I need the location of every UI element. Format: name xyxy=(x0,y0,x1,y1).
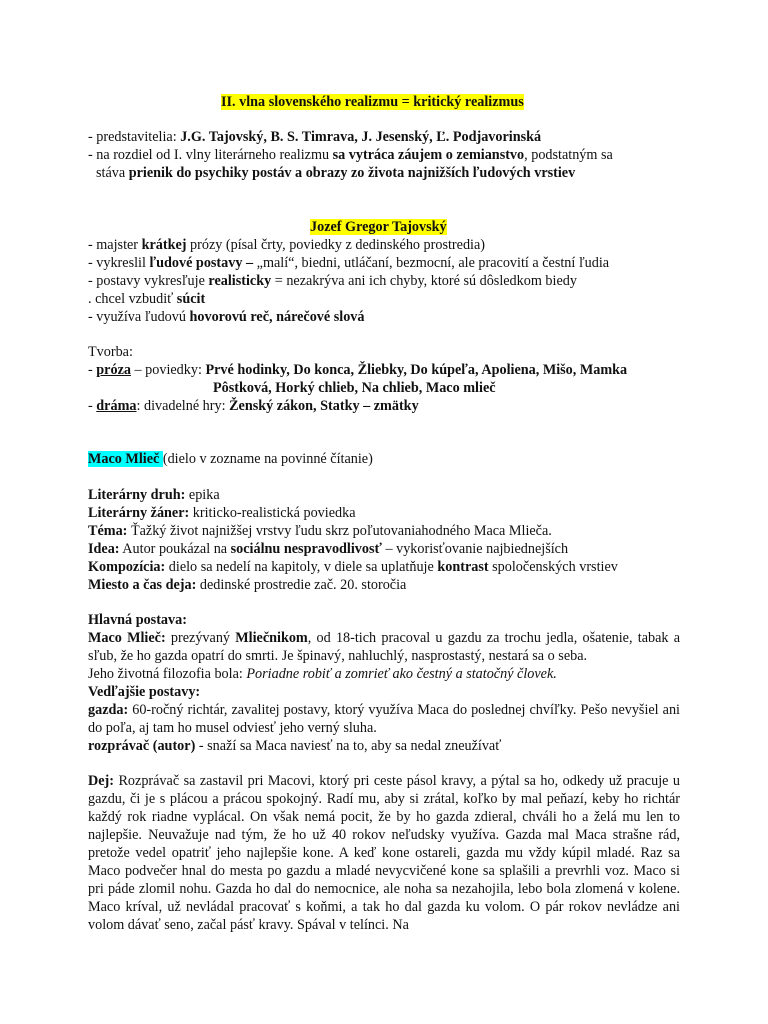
tajovsky-point-1: - majster krátkej prózy (písal črty, poviedky z dedinského prostredia) xyxy=(88,237,486,253)
tvorba-drama: - dráma: divadelné hry: Ženský zákon, Statky – zmätky xyxy=(88,398,419,414)
representatives-line: - predstavitelia: J.G. Tajovský, B. S. Timrava, J. Jesenský, Ľ. Podjavorinská xyxy=(88,129,542,145)
literarny-druh: Literárny druh: epika xyxy=(88,487,220,503)
hlavna-postava-heading: Hlavná postava: xyxy=(88,612,187,628)
kompozicia: Kompozícia: dielo sa nedelí na kapitoly, v diele sa uplatňuje kontrast spoločenských vrstiev xyxy=(88,559,618,575)
maco-philosophy: Jeho životná filozofia bola: Poriadne robiť a zomrieť ako čestný a statočný človek. xyxy=(88,666,557,682)
tvorba-heading: Tvorba: xyxy=(88,344,133,360)
tajovsky-point-5: - využíva ľudovú hovorovú reč, nárečové slová xyxy=(88,309,365,325)
miesto-cas: Miesto a čas deja: dedinské prostredie zač. 20. storočia xyxy=(88,577,407,593)
difference-line: - na rozdiel od I. vlny literárneho realizmu sa vytráca záujem o zemianstvo, podstatným sa xyxy=(88,147,613,163)
maco-title: Maco Mlieč (dielo v zozname na povinné čítanie) xyxy=(88,451,373,467)
difference-line-cont: stáva prienik do psychiky postáv a obrazy zo života najnižších ľudových vrstiev xyxy=(96,165,576,181)
tema: Téma: Ťažký život najnižšej vrstvy ľudu skrz poľutovaniahodného Maca Mlieča. xyxy=(88,523,552,539)
title-highlight xyxy=(221,94,524,110)
tajovsky-point-4: . chcel vzbudiť súcit xyxy=(88,291,206,307)
section-title-realizmus xyxy=(221,93,524,111)
title-text: II. vlna slovenského realizmu = kritický realizmus xyxy=(221,94,524,110)
dej-paragraph: Dej: Rozprávač sa zastavil pri Macovi, ktorý pri ceste pásol kravy, a pýtal sa ho, odkedy už pracuje u gazdu, či je s plácou a prácou spokojný. Radí mu, aby si zrátal, koľko by mal peňazí, keby ho richtár každý rok riadne vyplácal. On však nemá pocit, že by ho gazda zdieral, chváli ho a želá mu len to najlepšie. Neuvažuje nad tým, že ho už 40 rokov neľudsky využíva. Gazda mal Maca strašne rád, pretože vedel opatriť jeho najlepšie kone. A keď kone ostareli, gazda mu vždy kúpil mladé. Raz sa Maco podvečer hnal do mesta po gazdu a mladé nevycvičené kone sa splašili a prevrhli voz. Maco si pri páde zlomil nohu. Gazda ho dal do nemocnice, ale noha sa nezahojila, lebo bola zlomená v kolene. Maco kríval, už nevládal pracovať s koňmi, a tak ho dal gazda ku volom. O pár rokov nevládze ani volom dávať seno, začal pásť kravy. Spával v telínci. Na xyxy=(88,773,680,933)
tvorba-proza: - próza – poviedky: Prvé hodinky, Do konca, Žliebky, Do kúpeľa, Apoliena, Mišo, Mamka xyxy=(88,362,628,378)
tajovsky-point-3: - postavy vykresľuje realisticky = nezakrýva ani ich chyby, ktoré sú dôsledkom biedy xyxy=(88,273,577,289)
literarny-zaner: Literárny žáner: kriticko-realistická poviedka xyxy=(88,505,356,521)
rozpravac-description: rozprávač (autor) - snaží sa Maca naviesť na to, aby sa nedal zneužívať xyxy=(88,738,502,754)
idea: Idea: Autor poukázal na sociálnu nespravodlivosť – vykorisťovanie najbiednejších xyxy=(88,541,569,557)
vedlajsie-postavy-heading: Vedľajšie postavy: xyxy=(88,684,201,700)
section-title-tajovsky xyxy=(310,218,447,236)
tajovsky-point-2: - vykreslil ľudové postavy – „malí“, biedni, utláčaní, bezmocní, ale pracovití a čestní ľudia xyxy=(88,255,610,271)
title-highlight: Jozef Gregor Tajovský xyxy=(310,219,447,235)
maco-description: Maco Mlieč: prezývaný Mliečnikom, od 18-tich pracoval u gazdu za trochu jedla, ošatenie, tabak a sľub, že ho gazda opatrí do smrti. Je špinavý, nahluchlý, nasprostastý, nestará sa o seba. xyxy=(88,630,680,664)
tvorba-proza-cont: Pôstková, Horký chlieb, Na chlieb, Maco mlieč xyxy=(213,380,496,396)
gazda-description: gazda: 60-ročný richtár, zavalitej postavy, ktorý využíva Maca do poslednej chvíľky. Pešo nevyšiel ani do poľa, aj tam ho musel odviesť jeho verný sluha. xyxy=(88,702,680,736)
title-highlight: Maco Mlieč xyxy=(88,451,163,467)
